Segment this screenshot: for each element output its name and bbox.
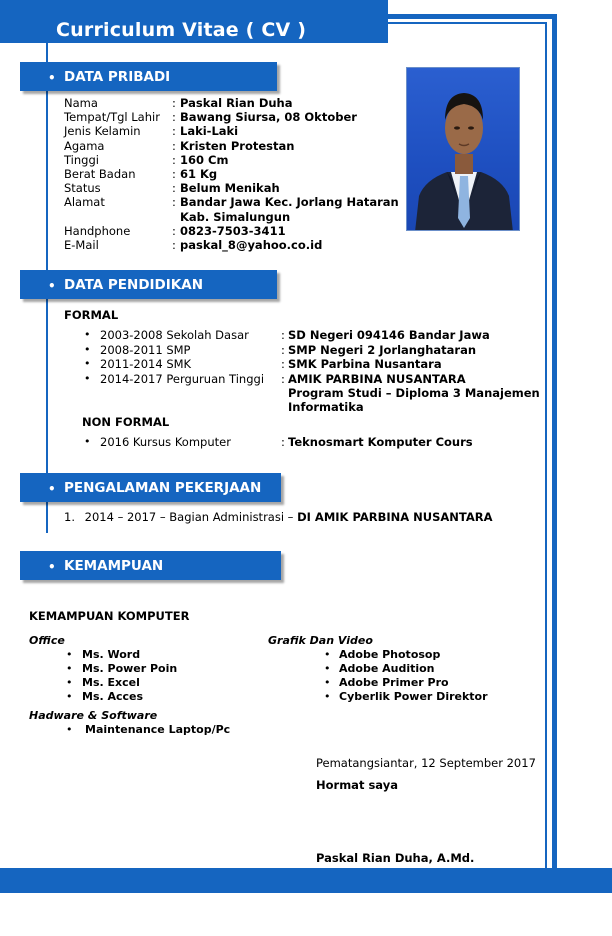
skill-item: Ms. Acces: [82, 690, 144, 703]
bullet-icon: •: [84, 328, 91, 341]
separator: :: [172, 152, 176, 167]
separator: :: [281, 435, 285, 449]
skill-item: Ms. Excel: [82, 676, 140, 689]
frame-line: [388, 22, 547, 24]
separator: :: [172, 110, 176, 125]
experience-text: 2014 – 2017 – Bagian Administrasi –: [84, 510, 294, 524]
education-school: SMP Negeri 2 Jorlanghataran: [288, 342, 477, 357]
bullet-icon: •: [48, 279, 56, 293]
personal-value: Bawang Siursa, 08 Oktober: [180, 110, 357, 125]
bullet-icon: •: [48, 560, 56, 574]
skills-heading: KEMAMPUAN KOMPUTER: [29, 609, 190, 623]
personal-label: Agama: [64, 138, 105, 153]
personal-value: Bandar Jawa Kec. Jorlang Hataran: [180, 195, 399, 210]
personal-label: Nama: [64, 96, 98, 110]
personal-value: 160 Cm: [180, 152, 229, 167]
bullet-icon: •: [48, 71, 56, 85]
skill-item: Adobe Audition: [339, 662, 435, 675]
experience-place: DI AMIK PARBINA NUSANTARA: [297, 510, 493, 524]
personal-value: 0823-7503-3411: [180, 223, 286, 238]
bullet-icon: •: [66, 690, 73, 703]
personal-value: Belum Menikah: [180, 181, 280, 196]
frame-line: [545, 22, 547, 872]
personal-value: Laki-Laki: [180, 124, 239, 139]
bullet-icon: •: [48, 482, 56, 496]
separator: :: [172, 96, 176, 110]
education-school: AMIK PARBINA NUSANTARA: [288, 371, 466, 386]
section-title: DATA PENDIDIKAN: [64, 276, 203, 293]
bullet-icon: •: [324, 662, 331, 675]
education-period: 2008-2011 SMP: [100, 342, 191, 357]
formal-extra-line: Informatika: [288, 400, 364, 414]
portrait-illustration: [407, 68, 520, 231]
separator: :: [281, 357, 285, 371]
footer-bar: [0, 868, 612, 893]
section-header-experience: [20, 473, 281, 502]
separator: :: [281, 371, 285, 386]
education-period: 2014-2017 Perguruan Tinggi: [100, 371, 265, 386]
personal-label: Berat Badan: [64, 167, 136, 181]
personal-label: Alamat: [64, 195, 105, 210]
section-title: PENGALAMAN PEKERJAAN: [64, 479, 262, 496]
separator: :: [172, 138, 176, 153]
bullet-icon: •: [84, 342, 91, 356]
personal-value: 61 Kg: [180, 167, 218, 181]
education-period: 2011-2014 SMK: [100, 357, 192, 371]
experience-item: [64, 510, 493, 524]
profile-photo: [406, 67, 520, 231]
personal-value: paskal_8@yahoo.co.id: [180, 238, 323, 252]
separator: :: [172, 195, 176, 210]
personal-label: Tempat/Tgl Lahir: [64, 110, 160, 125]
personal-label: E-Mail: [64, 238, 99, 252]
skill-item: Ms. Word: [82, 648, 141, 661]
education-school: SD Negeri 094146 Bandar Jawa: [288, 328, 490, 342]
personal-value: Kristen Protestan: [180, 138, 295, 153]
hardware-label: Hadware & Software: [29, 709, 158, 722]
bullet-icon: •: [66, 662, 73, 675]
separator: :: [172, 223, 176, 238]
separator: :: [281, 342, 285, 357]
regards-text: Hormat saya: [316, 778, 398, 792]
education-school: SMK Parbina Nusantara: [288, 357, 442, 371]
personal-value: Paskal Rian Duha: [180, 96, 293, 110]
skill-item: Adobe Photosop: [339, 648, 441, 661]
skill-item: Ms. Power Poin: [82, 662, 178, 675]
nonformal-label: NON FORMAL: [82, 415, 170, 429]
section-header-skills: [20, 551, 281, 580]
bullet-icon: •: [324, 690, 331, 703]
graphic-label: Grafik Dan Video: [268, 634, 373, 647]
experience-number: 1.: [64, 510, 75, 524]
personal-label: Handphone: [64, 223, 131, 238]
place-date: Pematangsiantar, 12 September 2017: [316, 756, 536, 770]
bullet-icon: •: [84, 435, 91, 448]
bullet-icon: •: [66, 723, 73, 736]
personal-label: Tinggi: [64, 152, 99, 167]
separator: :: [172, 238, 176, 252]
signature-name: Paskal Rian Duha, A.Md.: [316, 851, 475, 865]
frame-line: [388, 14, 557, 19]
education-period: 2003-2008 Sekolah Dasar: [100, 328, 249, 342]
skill-item: Maintenance Laptop/Pc: [85, 723, 231, 736]
section-header-education: [20, 270, 277, 299]
personal-value: Kab. Simalungun: [180, 209, 291, 224]
personal-label: Jenis Kelamin: [64, 124, 141, 139]
separator: :: [281, 328, 285, 342]
separator: :: [172, 124, 176, 139]
education-school: Teknosmart Komputer Cours: [288, 435, 473, 449]
bullet-icon: •: [66, 676, 73, 689]
frame-line: [552, 14, 557, 872]
separator: :: [172, 181, 176, 196]
section-title: DATA PRIBADI: [64, 68, 171, 85]
bullet-icon: •: [84, 371, 91, 385]
page-title: Curriculum Vitae ( CV ): [56, 19, 307, 41]
education-period: 2016 Kursus Komputer: [100, 435, 231, 449]
personal-label: Status: [64, 181, 101, 196]
section-title: KEMAMPUAN: [64, 557, 164, 574]
bullet-icon: •: [66, 648, 73, 661]
formal-extra-line: Program Studi – Diploma 3 Manajemen: [288, 386, 540, 400]
formal-label: FORMAL: [64, 308, 119, 322]
skill-item: Cyberlik Power Direktor: [339, 690, 488, 703]
section-header-personal: [20, 62, 277, 91]
skill-item: Adobe Primer Pro: [339, 676, 449, 689]
separator: :: [172, 167, 176, 181]
bullet-icon: •: [84, 357, 91, 370]
office-label: Office: [29, 634, 65, 647]
bullet-icon: •: [324, 676, 331, 689]
bullet-icon: •: [324, 648, 331, 661]
